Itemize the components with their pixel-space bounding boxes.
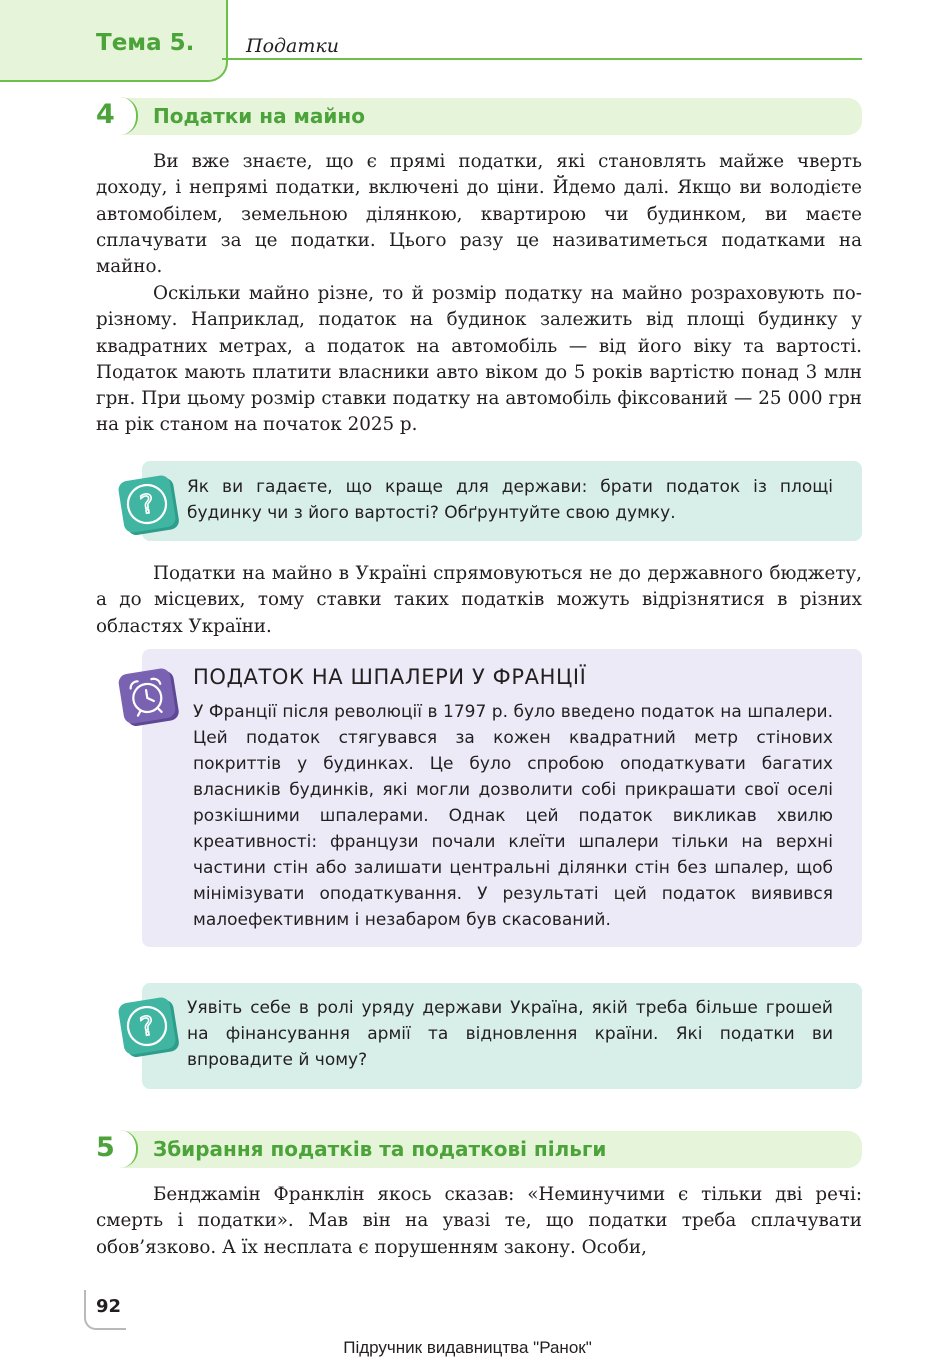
question-2-text: Уявіть себе в ролі уряду держави Україна, якій треба більше грошей на фінансування армії та відновлення країни. Які податки ви впровадите й чому?: [187, 998, 833, 1070]
svg-text:?: ?: [137, 489, 157, 521]
paragraph-4: Бенджамін Франклін якось сказав: «Неминучими є тільки дві речі: смерть і податки». Мав він на увазі те, що податки треба сплачувати обов’язково. А їх несплата є порушенням закону. Особи,: [96, 1184, 862, 1258]
question-mark-icon: [117, 474, 176, 533]
paragraph-2: Оскільки майно різне, то й розмір податку на майно розраховують по-різному. Наприклад, податок на будинок залежить від площі будинку у квадратних метрах, а податок на автомобіль — від його віку та вартості. Податок мають платити власники авто віком до 5 років вартістю понад 3 млн грн. При цьому розмір ставки податку на автомобіль фіксований — 25 000 грн на рік станом на початок 2025 р.: [96, 283, 862, 436]
page-number: 92: [96, 1296, 122, 1317]
alarm-clock-icon: [117, 667, 176, 725]
svg-text:?: ?: [137, 1011, 157, 1043]
publisher-credit: Підручник видавництва "Ранок": [343, 1338, 592, 1357]
section-5-title: Збирання податків та податкові пільги: [153, 1137, 607, 1161]
fact-heading: ПОДАТОК НА ШПАЛЕРИ У ФРАНЦІЇ: [193, 665, 587, 689]
section-4-number: 4: [96, 99, 115, 130]
question-1-text: Як ви гадаєте, що краще для держави: брати податок із площі будинку чи з його вартості? Обґрунтуйте свою думку.: [187, 477, 833, 523]
topic-title: Податки: [246, 35, 339, 57]
fact-text: У Франції після революції в 1797 р. було введено податок на шпалери. Цей податок стягувався за кожен квадратний метр стінових покриттів у будинках. Це було спробою оподаткувати багатих власників будинків, які могли дозволити собі прикрашати свої оселі розкішними шпалерами. Однак цей податок викликав хвилю креативності: французи почали клеїти шпалери тільки на верхні частини стін або залишати центральні ділянки стін без шпалер, щоб мінімізувати оподаткування. У результаті цей податок виявився малоефективним і незабаром був скасований.: [193, 702, 833, 930]
section-5-number: 5: [96, 1132, 115, 1163]
paragraph-1: Ви вже знаєте, що є прямі податки, які становлять майже чверть доходу, і непрямі податки, включені до ціни. Йдемо далі. Якщо ви володієте автомобілем, земельною ділянкою, квартирою чи будинком, ви маєте сплачувати за це податки. Цього разу це називатиметься податками на майно.: [96, 151, 862, 278]
question-mark-icon: [117, 996, 176, 1055]
topic-label: Тема 5.: [96, 30, 195, 56]
paragraph-3: Податки на майно в Україні спрямовуються не до державного бюджету, а до місцевих, тому ставки таких податків можуть відрізнятися в різних областях України.: [96, 563, 862, 637]
header-rule: [222, 58, 862, 60]
section-4-title: Податки на майно: [153, 104, 365, 128]
